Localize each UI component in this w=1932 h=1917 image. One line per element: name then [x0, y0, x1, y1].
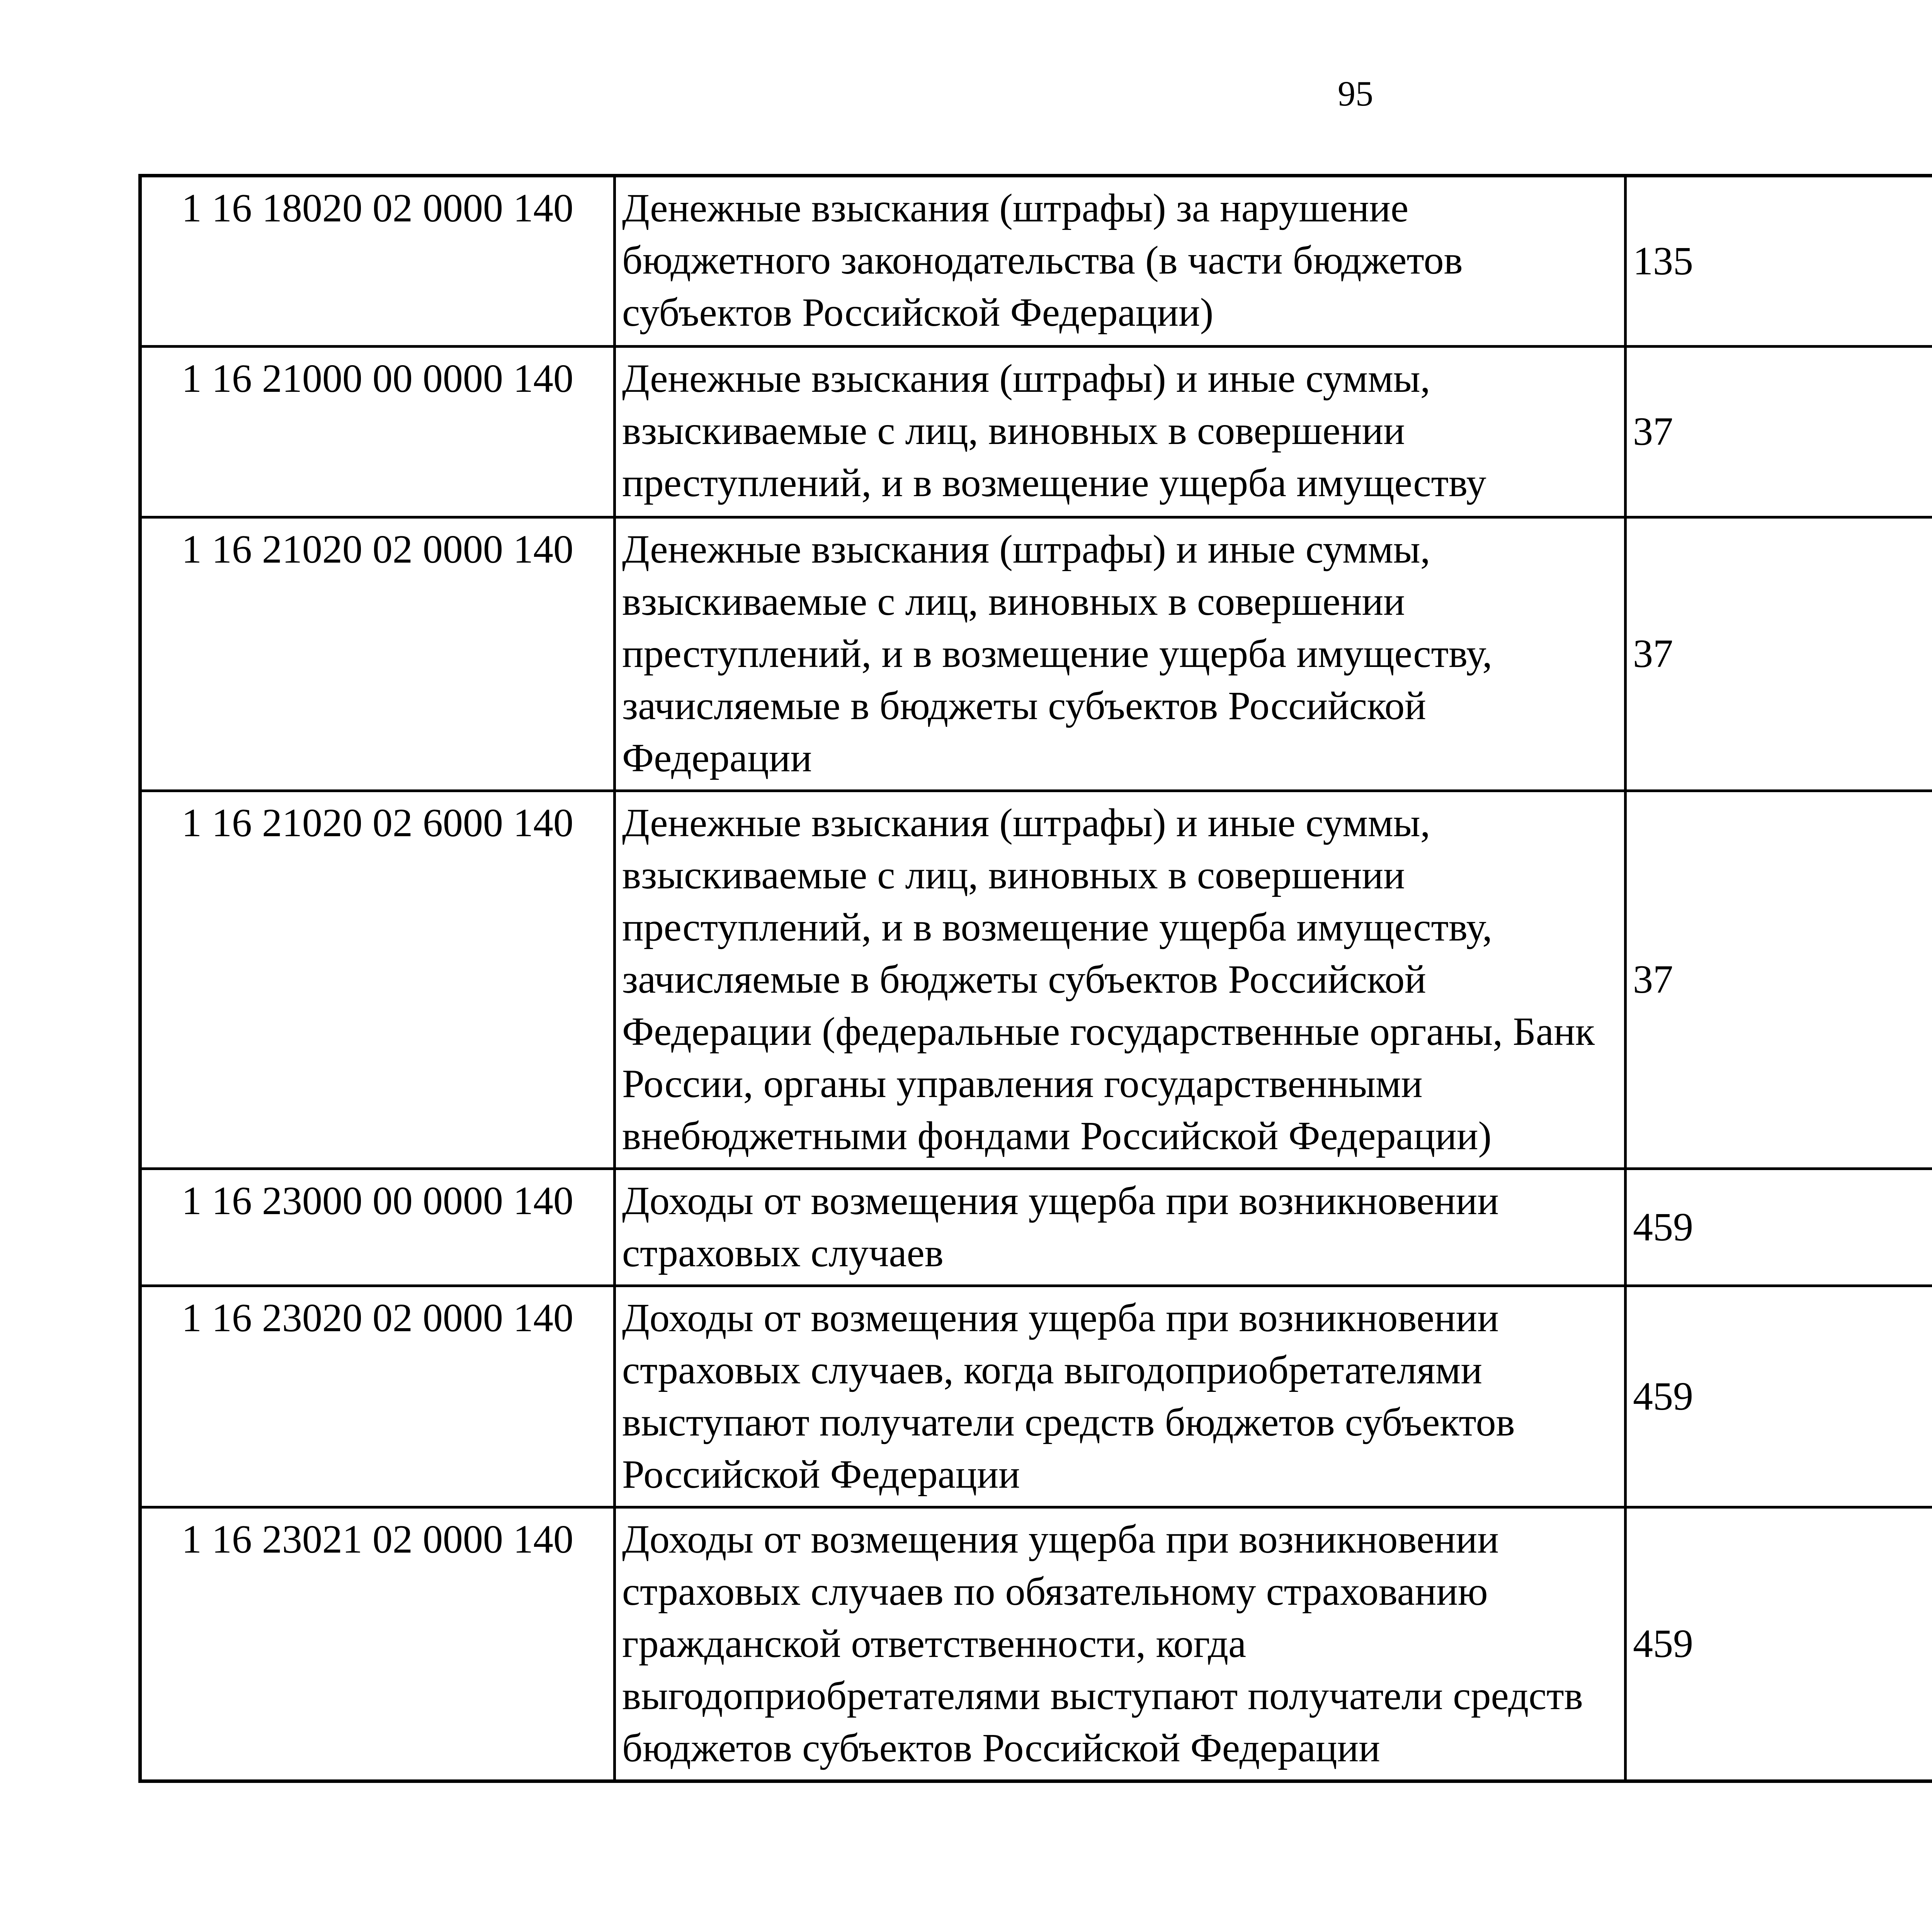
table-row	[140, 1286, 1932, 1507]
amount-cell-1: 37	[1626, 517, 1932, 791]
table-row	[140, 1169, 1932, 1286]
page-number: 95	[1338, 74, 1373, 113]
budget-code-cell: 1 16 21020 02 6000 140	[140, 791, 615, 1169]
budget-code-cell: 1 16 21020 02 0000 140	[140, 517, 615, 791]
amount-cell-1: 37	[1626, 791, 1932, 1169]
description-cell: Доходы от возмещения ущерба при возникновении страховых случаев	[615, 1169, 1626, 1286]
description-cell: Денежные взыскания (штрафы) и иные суммы, взыскиваемые с лиц, виновных в совершении преступлений, и в возмещение ущерба имуществу, зачисляемые в бюджеты субъектов Российской Федерации	[615, 517, 1626, 791]
table-row	[140, 791, 1932, 1169]
amount-cell-1: 459	[1626, 1507, 1932, 1781]
description-cell: Денежные взыскания (штрафы) за нарушение бюджетного законодательства (в части бюджетов субъектов Российской Федерации)	[615, 176, 1626, 347]
amount-cell-1: 135	[1626, 176, 1932, 347]
table-row	[140, 176, 1932, 347]
amount-cell-1: 459	[1626, 1286, 1932, 1507]
description-cell: Доходы от возмещения ущерба при возникновении страховых случаев по обязательному страхованию гражданской ответственности, когда выгодоприобретателями выступают получатели средств бюджетов субъектов Российской Федерации	[615, 1507, 1626, 1781]
budget-revenue-table	[138, 174, 1932, 1783]
budget-code-cell: 1 16 23020 02 0000 140	[140, 1286, 615, 1507]
budget-code-cell: 1 16 18020 02 0000 140	[140, 176, 615, 347]
description-cell: Денежные взыскания (штрафы) и иные суммы, взыскиваемые с лиц, виновных в совершении преступлений, и в возмещение ущерба имуществу, зачисляемые в бюджеты субъектов Российской Федерации (федеральные государственные органы, Банк России, органы управления государственными внебюджетными фондами Российской Федерации)	[615, 791, 1626, 1169]
budget-code-cell: 1 16 23000 00 0000 140	[140, 1169, 615, 1286]
table-row	[140, 347, 1932, 517]
amount-cell-1: 37	[1626, 347, 1932, 517]
budget-code-cell: 1 16 21000 00 0000 140	[140, 347, 615, 517]
table-row	[140, 517, 1932, 791]
description-cell: Доходы от возмещения ущерба при возникновении страховых случаев, когда выгодоприобретателями выступают получатели средств бюджетов субъектов Российской Федерации	[615, 1286, 1626, 1507]
budget-code-cell: 1 16 23021 02 0000 140	[140, 1507, 615, 1781]
description-cell: Денежные взыскания (штрафы) и иные суммы, взыскиваемые с лиц, виновных в совершении преступлений, и в возмещение ущерба имуществу	[615, 347, 1626, 517]
table-row	[140, 1507, 1932, 1781]
amount-cell-1: 459	[1626, 1169, 1932, 1286]
